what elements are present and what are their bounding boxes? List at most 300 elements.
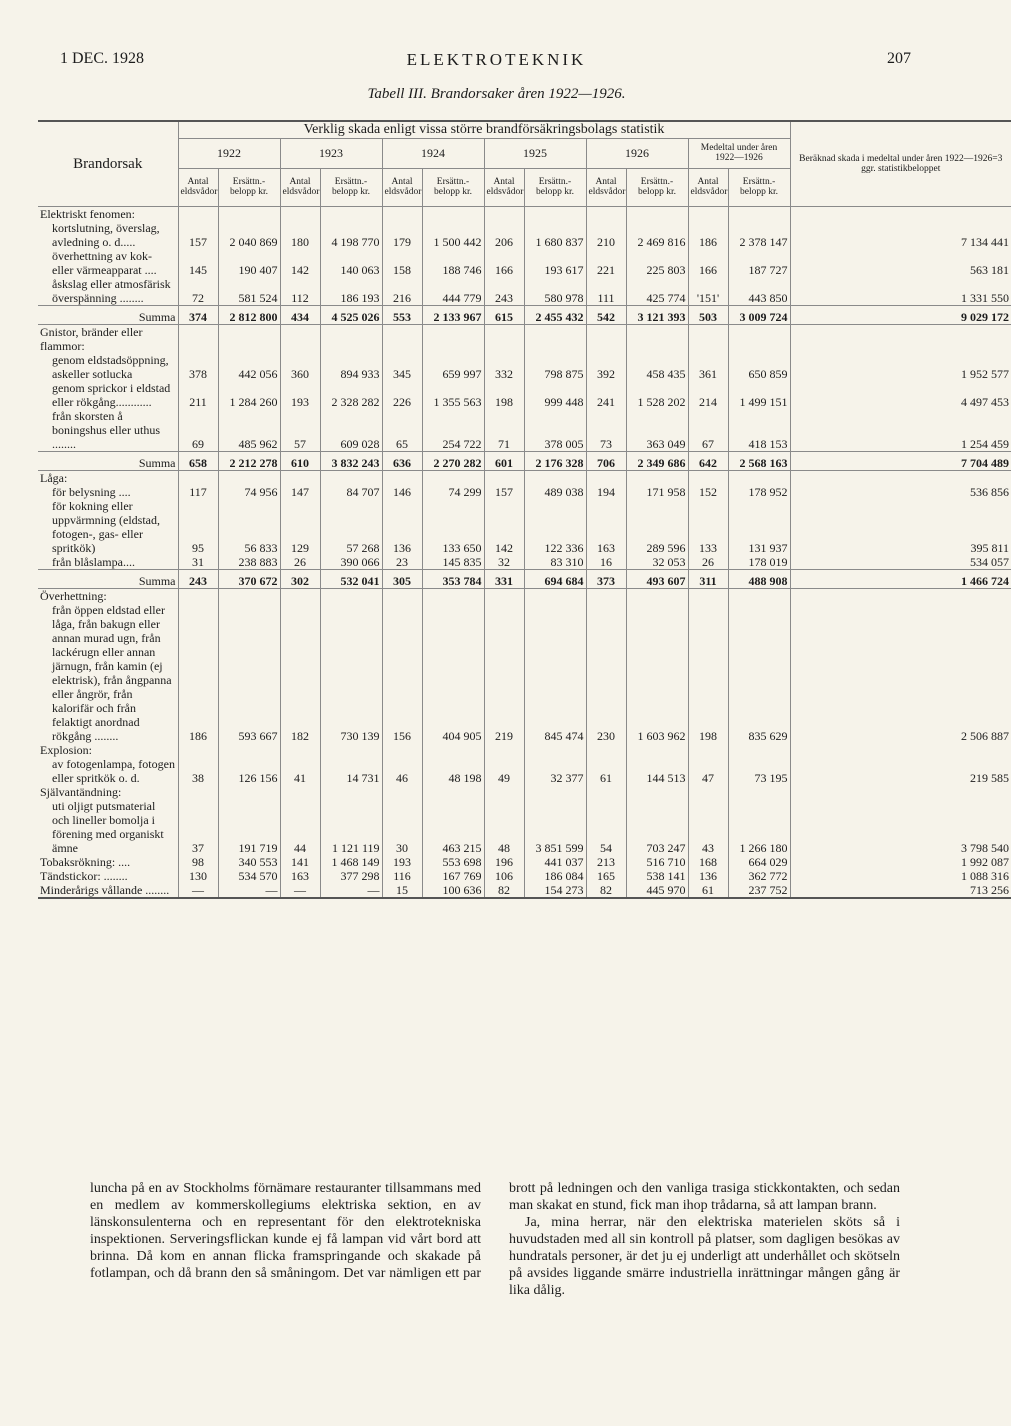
value-cell: —	[178, 883, 218, 898]
value-cell: 14 731	[320, 743, 382, 785]
value-cell: 703 247	[626, 785, 688, 855]
value-cell: 112	[280, 277, 320, 306]
value-cell: 32 053	[626, 555, 688, 570]
value-cell: 894 933	[320, 324, 382, 381]
value-cell: 188 746	[422, 249, 484, 277]
value-cell: 311	[688, 569, 728, 588]
cause-label: kortslutning, överslag, avledning o. d.....	[52, 220, 160, 249]
value-cell: 2 349 686	[626, 451, 688, 470]
table-row	[38, 206, 1011, 249]
value-cell: 2 212 278	[218, 451, 280, 470]
fire-count-header: Antal eldsvådor	[280, 168, 320, 206]
value-cell: 1 468 149	[320, 855, 382, 869]
value-cell: 458 435	[626, 324, 688, 381]
value-cell: 49	[484, 743, 524, 785]
average-header: Medeltal under åren 1922—1926	[688, 138, 790, 168]
value-cell: 193	[382, 855, 422, 869]
sum-label: Summa	[138, 309, 176, 324]
value-cell: 157	[178, 206, 218, 249]
value-cell: 191 719	[218, 785, 280, 855]
value-cell: 488 908	[728, 569, 790, 588]
value-cell: —	[280, 883, 320, 898]
table-row	[38, 855, 1011, 869]
value-cell: 179	[382, 206, 422, 249]
cause-label: Minderårigs vållande ........	[40, 882, 170, 897]
article-text	[90, 1180, 900, 1299]
value-cell: 361	[688, 324, 728, 381]
row-label	[38, 883, 178, 898]
value-cell: 1 952 577	[790, 324, 1011, 381]
value-cell: 1 284 260	[218, 381, 280, 409]
value-cell: —	[218, 883, 280, 898]
value-cell: 378	[178, 324, 218, 381]
value-cell: 117	[178, 470, 218, 499]
cause-label: Tobaksrökning: ....	[40, 854, 131, 869]
fire-causes-table	[38, 120, 1011, 899]
cause-label: av fotogenlampa, fotogen eller spritkök o. d.	[52, 756, 175, 785]
value-cell: 1 500 442	[422, 206, 484, 249]
fire-count-header: Antal eldsvådor	[178, 168, 218, 206]
paragraph: Ja, mina herrar, när den elektriska materielen sköts så i huvudstaden med all sin kontroll på platser, som dagligen besökas av hundratals personer, är det ju ej underligt att underhållet och skötseln på avsides liggande smärre industriella inrättningar mången gång är lika dålig.	[509, 1215, 900, 1298]
value-cell: 441 037	[524, 855, 586, 869]
sum-row	[38, 569, 1011, 588]
value-cell: 37	[178, 785, 218, 855]
value-cell: 168	[688, 855, 728, 869]
value-cell: 214	[688, 381, 728, 409]
compensation-header: Ersättn.-belopp kr.	[320, 168, 382, 206]
value-cell: 230	[586, 588, 626, 743]
cause-label: uti oljigt putsmaterial och lineller bomolja i förening med organiskt ämne	[52, 798, 164, 855]
journal-title: ELEKTROTEKNIK	[406, 50, 587, 69]
value-cell: 243	[484, 277, 524, 306]
value-cell: 72	[178, 277, 218, 306]
value-cell: 443 850	[728, 277, 790, 306]
row-label	[38, 249, 178, 277]
value-cell: 2 176 328	[524, 451, 586, 470]
value-cell: 713 256	[790, 883, 1011, 898]
value-cell: 133	[688, 499, 728, 555]
row-label	[38, 743, 178, 785]
value-cell: 2 506 887	[790, 588, 1011, 743]
value-cell: 532 041	[320, 569, 382, 588]
table-row	[38, 588, 1011, 743]
value-cell: 48	[484, 785, 524, 855]
value-cell: 390 066	[320, 555, 382, 570]
value-cell: 2 812 800	[218, 305, 280, 324]
value-cell: 221	[586, 249, 626, 277]
value-cell: 2 270 282	[422, 451, 484, 470]
value-cell: 213	[586, 855, 626, 869]
value-cell: 67	[688, 409, 728, 452]
row-label	[38, 381, 178, 409]
value-cell: 425 774	[626, 277, 688, 306]
value-cell: 32 377	[524, 743, 586, 785]
row-label	[38, 470, 178, 499]
row-label	[38, 451, 178, 470]
fire-count-header: Antal eldsvådor	[484, 168, 524, 206]
value-cell: 516 710	[626, 855, 688, 869]
value-cell: 54	[586, 785, 626, 855]
value-cell: 503	[688, 305, 728, 324]
value-cell: 1 254 459	[790, 409, 1011, 452]
sum-label: Summa	[138, 573, 176, 588]
fire-count-header: Antal eldsvådor	[382, 168, 422, 206]
compensation-header: Ersättn.-belopp kr.	[524, 168, 586, 206]
value-cell: 163	[586, 499, 626, 555]
value-cell: 3 798 540	[790, 785, 1011, 855]
value-cell: 2 378 147	[728, 206, 790, 249]
value-cell: 144 513	[626, 743, 688, 785]
value-cell: 1 680 837	[524, 206, 586, 249]
section-title: Överhettning:	[40, 588, 107, 603]
value-cell: 1 466 724	[790, 569, 1011, 588]
row-label	[38, 555, 178, 570]
value-cell: 706	[586, 451, 626, 470]
value-cell: 1 992 087	[790, 855, 1011, 869]
value-cell: 7 134 441	[790, 206, 1011, 249]
row-label	[38, 305, 178, 324]
table-row	[38, 249, 1011, 277]
table-row	[38, 743, 1011, 785]
value-cell: 182	[280, 588, 320, 743]
value-cell: 157	[484, 470, 524, 499]
value-cell: 57 268	[320, 499, 382, 555]
value-cell: 3 121 393	[626, 305, 688, 324]
value-cell: 1 088 316	[790, 869, 1011, 883]
value-cell: 38	[178, 743, 218, 785]
value-cell: 171 958	[626, 470, 688, 499]
value-cell: 158	[382, 249, 422, 277]
value-cell: 141	[280, 855, 320, 869]
value-cell: 73	[586, 409, 626, 452]
value-cell: 219	[484, 588, 524, 743]
value-cell: 331	[484, 569, 524, 588]
value-cell: 243	[178, 569, 218, 588]
value-cell: 7 704 489	[790, 451, 1011, 470]
value-cell: 98	[178, 855, 218, 869]
estimate-header: Beräknad skada i medeltal under åren 1922—1926=3 ggr. statistikbeloppet	[790, 121, 1011, 206]
value-cell: 44	[280, 785, 320, 855]
value-cell: 374	[178, 305, 218, 324]
value-cell: 152	[688, 470, 728, 499]
value-cell: 61	[586, 743, 626, 785]
value-cell: 116	[382, 869, 422, 883]
value-cell: 163	[280, 869, 320, 883]
value-cell: 186 193	[320, 277, 382, 306]
value-cell: 636	[382, 451, 422, 470]
value-cell: 145	[178, 249, 218, 277]
value-cell: 100 636	[422, 883, 484, 898]
value-cell: 658	[178, 451, 218, 470]
section-title: Självantändning:	[40, 784, 122, 799]
value-cell: 71	[484, 409, 524, 452]
value-cell: 610	[280, 451, 320, 470]
value-cell: 41	[280, 743, 320, 785]
year-header: 1926	[586, 138, 688, 168]
value-cell: 193 617	[524, 249, 586, 277]
value-cell: 3 832 243	[320, 451, 382, 470]
cause-label: för kokning eller uppvärmning (eldstad, fotogen-, gas- eller spritkök)	[52, 498, 160, 555]
value-cell: 434	[280, 305, 320, 324]
cause-label: från blåslampa....	[52, 554, 135, 569]
value-cell: 345	[382, 324, 422, 381]
value-cell: 444 779	[422, 277, 484, 306]
value-cell: 360	[280, 324, 320, 381]
value-cell: 835 629	[728, 588, 790, 743]
value-cell: 140 063	[320, 249, 382, 277]
value-cell: 106	[484, 869, 524, 883]
value-cell: 142	[280, 249, 320, 277]
value-cell: 126 156	[218, 743, 280, 785]
value-cell: 581 524	[218, 277, 280, 306]
value-cell: 534 570	[218, 869, 280, 883]
sum-row	[38, 305, 1011, 324]
value-cell: 302	[280, 569, 320, 588]
row-label	[38, 499, 178, 555]
value-cell: 2 455 432	[524, 305, 586, 324]
page-date: 1 DEC. 1928	[60, 50, 144, 67]
value-cell: 659 997	[422, 324, 484, 381]
table-row	[38, 785, 1011, 855]
value-cell: 194	[586, 470, 626, 499]
value-cell: 129	[280, 499, 320, 555]
cause-label: genom sprickor i eldstad eller rökgång............	[52, 380, 171, 409]
value-cell: 395 811	[790, 499, 1011, 555]
value-cell: 4 497 453	[790, 381, 1011, 409]
value-cell: 95	[178, 499, 218, 555]
value-cell: 442 056	[218, 324, 280, 381]
value-cell: 142	[484, 499, 524, 555]
value-cell: 225 803	[626, 249, 688, 277]
value-cell: 145 835	[422, 555, 484, 570]
cause-label: från skorsten å boningshus eller uthus ........	[52, 408, 160, 451]
value-cell: 198	[688, 588, 728, 743]
value-cell: 111	[586, 277, 626, 306]
fire-count-header: Antal eldsvådor	[688, 168, 728, 206]
value-cell: 187 727	[728, 249, 790, 277]
row-label	[38, 855, 178, 869]
value-cell: 73 195	[728, 743, 790, 785]
paragraph: luncha på en av Stockholms förnämare restauranter tillsammans med en medlem av kommerskollegiums elektriska sektion, en av länskonsulenterna och en representant för den elektrotekniska inspektionen. Serveringsflickan kunde ej få lampan vid vårt bord att brinna. Då kom en annan flicka framspringande och skakade på fotlampan, och då brann den så småningom. Det var nämligen ett par brott på ledningen och den vanliga trasiga stickkontakten, och sedan man skakat en stund, fick man ihop trådarna, så att lampan brann.	[90, 1181, 900, 1281]
value-cell: 1 331 550	[790, 277, 1011, 306]
value-cell: 798 875	[524, 324, 586, 381]
row-label	[38, 206, 178, 249]
fire-count-header: Antal eldsvådor	[586, 168, 626, 206]
value-cell: 489 038	[524, 470, 586, 499]
value-cell: 542	[586, 305, 626, 324]
value-cell: 370 672	[218, 569, 280, 588]
value-cell: 1 603 962	[626, 588, 688, 743]
table-row	[38, 324, 1011, 381]
value-cell: 186	[178, 588, 218, 743]
value-cell: 664 029	[728, 855, 790, 869]
value-cell: 609 028	[320, 409, 382, 452]
value-cell: 165	[586, 869, 626, 883]
value-cell: 237 752	[728, 883, 790, 898]
value-cell: 26	[280, 555, 320, 570]
table-row	[38, 883, 1011, 898]
value-cell: 83 310	[524, 555, 586, 570]
value-cell: 730 139	[320, 588, 382, 743]
value-cell: 30	[382, 785, 422, 855]
value-cell: 642	[688, 451, 728, 470]
value-cell: 553 698	[422, 855, 484, 869]
section-title: Låga:	[40, 470, 68, 485]
cause-label: för belysning ....	[52, 484, 131, 499]
value-cell: 305	[382, 569, 422, 588]
value-cell: 178 019	[728, 555, 790, 570]
value-cell: 445 970	[626, 883, 688, 898]
value-cell: 136	[688, 869, 728, 883]
value-cell: 136	[382, 499, 422, 555]
value-cell: 154 273	[524, 883, 586, 898]
value-cell: 15	[382, 883, 422, 898]
page-number: 207	[887, 50, 911, 67]
value-cell: 377 298	[320, 869, 382, 883]
value-cell: 601	[484, 451, 524, 470]
row-label	[38, 869, 178, 883]
cause-label: åskslag eller atmosfärisk överspänning ........	[52, 276, 171, 305]
value-cell: 694 684	[524, 569, 586, 588]
value-cell: 463 215	[422, 785, 484, 855]
value-cell: 146	[382, 470, 422, 499]
value-cell: 210	[586, 206, 626, 249]
value-cell: 198	[484, 381, 524, 409]
value-cell: 1 121 119	[320, 785, 382, 855]
value-cell: 186 084	[524, 869, 586, 883]
table-row	[38, 381, 1011, 409]
value-cell: 485 962	[218, 409, 280, 452]
row-label	[38, 785, 178, 855]
value-cell: 362 772	[728, 869, 790, 883]
value-cell: —	[320, 883, 382, 898]
value-cell: 193	[280, 381, 320, 409]
value-cell: 69	[178, 409, 218, 452]
value-cell: 238 883	[218, 555, 280, 570]
group-header: Verklig skada enligt vissa större brandförsäkringsbolags statistik	[178, 121, 790, 138]
table-row	[38, 499, 1011, 555]
value-cell: 536 856	[790, 470, 1011, 499]
value-cell: 226	[382, 381, 422, 409]
sum-row	[38, 451, 1011, 470]
value-cell: 2 469 816	[626, 206, 688, 249]
value-cell: 84 707	[320, 470, 382, 499]
row-label	[38, 588, 178, 743]
value-cell: 1 266 180	[728, 785, 790, 855]
value-cell: 219 585	[790, 743, 1011, 785]
value-cell: 392	[586, 324, 626, 381]
value-cell: 74 956	[218, 470, 280, 499]
value-cell: 1 499 151	[728, 381, 790, 409]
value-cell: 186	[688, 206, 728, 249]
value-cell: 82	[586, 883, 626, 898]
cause-label: Tändstickor: ........	[40, 868, 128, 883]
col-label-header: Brandorsak	[38, 121, 178, 206]
value-cell: 615	[484, 305, 524, 324]
cause-label: genom eldstadsöppning, askeller sotlucka	[52, 352, 169, 381]
table-row	[38, 470, 1011, 499]
value-cell: 56 833	[218, 499, 280, 555]
value-cell: 147	[280, 470, 320, 499]
year-header: 1924	[382, 138, 484, 168]
value-cell: 3 851 599	[524, 785, 586, 855]
section-title: Gnistor, bränder eller flammor:	[40, 324, 143, 353]
value-cell: 43	[688, 785, 728, 855]
value-cell: 26	[688, 555, 728, 570]
section-title: Explosion:	[40, 742, 93, 757]
table-row	[38, 869, 1011, 883]
year-header: 1923	[280, 138, 382, 168]
value-cell: 363 049	[626, 409, 688, 452]
value-cell: 2 328 282	[320, 381, 382, 409]
section-title: Elektriskt fenomen:	[40, 206, 135, 221]
value-cell: 130	[178, 869, 218, 883]
value-cell: 2 040 869	[218, 206, 280, 249]
row-label	[38, 277, 178, 306]
cause-label: från öppen eldstad eller låga, från bakugn eller annan murad ugn, från lackérugn eller annan järnugn, från kamin (ej elektrisk), från ångpanna eller ångrör, från kalorifär och från felaktigt anordnad rökgång ........	[52, 602, 172, 743]
value-cell: 74 299	[422, 470, 484, 499]
value-cell: 23	[382, 555, 422, 570]
value-cell: 999 448	[524, 381, 586, 409]
value-cell: 196	[484, 855, 524, 869]
value-cell: 167 769	[422, 869, 484, 883]
value-cell: 61	[688, 883, 728, 898]
value-cell: 3 009 724	[728, 305, 790, 324]
value-cell: 178 952	[728, 470, 790, 499]
compensation-header: Ersättn.-belopp kr.	[626, 168, 688, 206]
year-header: 1922	[178, 138, 280, 168]
value-cell: '151'	[688, 277, 728, 306]
value-cell: 31	[178, 555, 218, 570]
value-cell: 553	[382, 305, 422, 324]
value-cell: 254 722	[422, 409, 484, 452]
value-cell: 32	[484, 555, 524, 570]
compensation-header: Ersättn.-belopp kr.	[422, 168, 484, 206]
value-cell: 4 525 026	[320, 305, 382, 324]
value-cell: 340 553	[218, 855, 280, 869]
value-cell: 216	[382, 277, 422, 306]
value-cell: 845 474	[524, 588, 586, 743]
value-cell: 353 784	[422, 569, 484, 588]
value-cell: 206	[484, 206, 524, 249]
value-cell: 289 596	[626, 499, 688, 555]
value-cell: 332	[484, 324, 524, 381]
value-cell: 190 407	[218, 249, 280, 277]
value-cell: 47	[688, 743, 728, 785]
value-cell: 2 133 967	[422, 305, 484, 324]
value-cell: 46	[382, 743, 422, 785]
value-cell: 180	[280, 206, 320, 249]
row-label	[38, 569, 178, 588]
value-cell: 82	[484, 883, 524, 898]
value-cell: 418 153	[728, 409, 790, 452]
value-cell: 4 198 770	[320, 206, 382, 249]
value-cell: 650 859	[728, 324, 790, 381]
value-cell: 122 336	[524, 499, 586, 555]
table-caption: Tabell III. Brandorsaker åren 1922—1926.	[367, 86, 626, 102]
value-cell: 241	[586, 381, 626, 409]
value-cell: 2 568 163	[728, 451, 790, 470]
value-cell: 166	[484, 249, 524, 277]
value-cell: 538 141	[626, 869, 688, 883]
value-cell: 211	[178, 381, 218, 409]
value-cell: 48 198	[422, 743, 484, 785]
sum-label: Summa	[138, 455, 176, 470]
value-cell: 9 029 172	[790, 305, 1011, 324]
value-cell: 373	[586, 569, 626, 588]
value-cell: 534 057	[790, 555, 1011, 570]
row-label	[38, 409, 178, 452]
